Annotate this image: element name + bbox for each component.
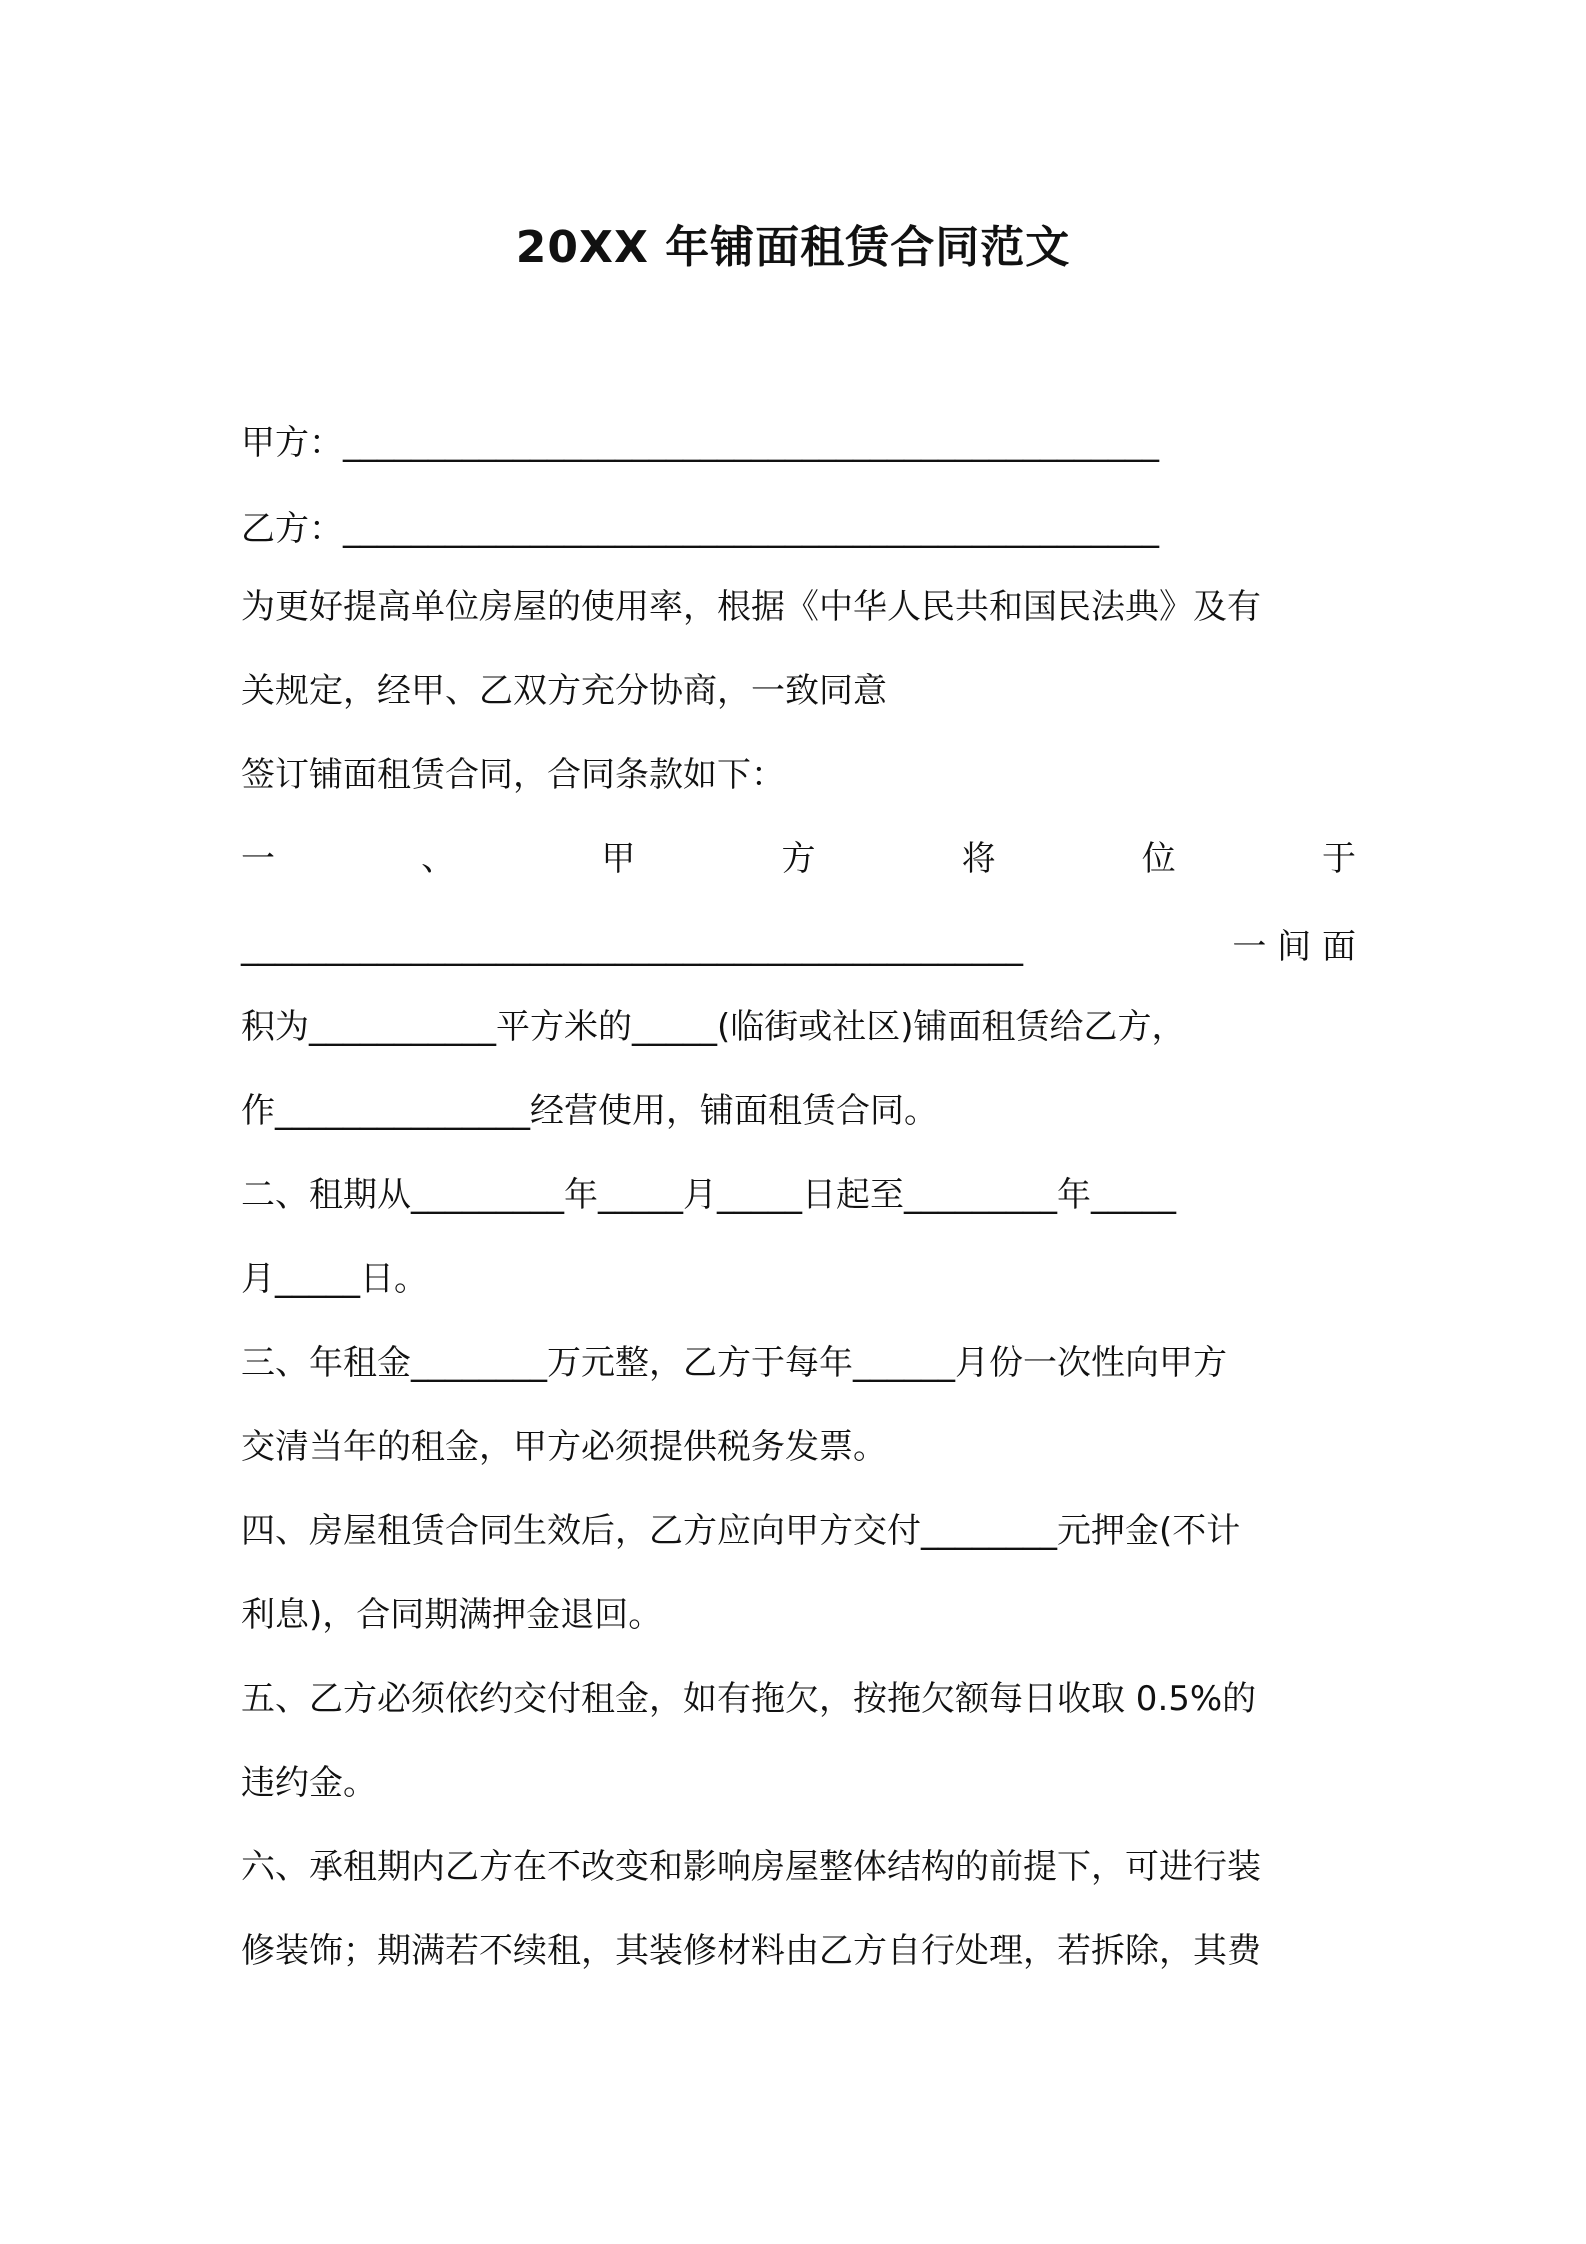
- clause-5-line-1: 五、乙方必须依约交付租金，如有拖欠，按拖欠额每日收取 0.5%的: [241, 1679, 1257, 1719]
- document-title: 20XX 年铺面租赁合同范文: [515, 222, 1071, 273]
- clause-3-line-2: 交清当年的租金，甲方必须提供税务发票。: [241, 1427, 887, 1467]
- clause-5-line-2: 违约金。: [241, 1763, 377, 1803]
- clause-1-char: 甲: [601, 839, 636, 879]
- clause-4-line-2: 利息)，合同期满押金退回。: [241, 1595, 663, 1635]
- clause-1-char: 、: [421, 839, 456, 879]
- clause-1-char: 位: [1141, 839, 1176, 879]
- clause-1-line-2: [241, 924, 1356, 970]
- clause-3-line-1: 三、年租金________万元整，乙方于每年______月份一次性向甲方: [241, 1343, 1227, 1383]
- intro-line-1: 为更好提高单位房屋的使用率，根据《中华人民共和国民法典》及有: [241, 587, 1261, 627]
- clause-6-line-2: 修装饰；期满若不续租，其装修材料由乙方自行处理，若拆除，其费: [241, 1931, 1261, 1971]
- intro-line-3: 签订铺面租赁合同，合同条款如下：: [241, 755, 785, 795]
- party-b-line: 乙方：________________________________________________: [241, 509, 1159, 549]
- intro-line-2: 关规定，经甲、乙双方充分协商，一致同意: [241, 671, 887, 711]
- clause-1-char: 于: [1321, 839, 1356, 879]
- clause-2-line-2: 月_____日。: [241, 1259, 428, 1299]
- clause-2-line-1: 二、租期从_________年_____月_____日起至_________年_____: [241, 1175, 1176, 1215]
- clause-6-line-1: 六、承租期内乙方在不改变和影响房屋整体结构的前提下，可进行装: [241, 1847, 1261, 1887]
- clause-1-char: 方: [781, 839, 816, 879]
- party-a-line: 甲方：________________________________________________: [241, 423, 1159, 463]
- clause-1-char: 一: [241, 839, 275, 879]
- clause-1-blank: ______________________________________________: [241, 927, 1023, 967]
- clause-1-line-3: 积为___________平方米的_____(临街或社区)铺面租赁给乙方，: [241, 1007, 1186, 1047]
- clause-4-line-1: 四、房屋租赁合同生效后，乙方应向甲方交付________元押金(不计: [241, 1511, 1241, 1551]
- clause-1-line-4: 作_______________经营使用，铺面租赁合同。: [241, 1091, 938, 1131]
- clause-1-tail: 一 间 面: [1232, 927, 1356, 967]
- clause-1-line-1: [241, 836, 1356, 882]
- clause-1-char: 将: [961, 839, 996, 879]
